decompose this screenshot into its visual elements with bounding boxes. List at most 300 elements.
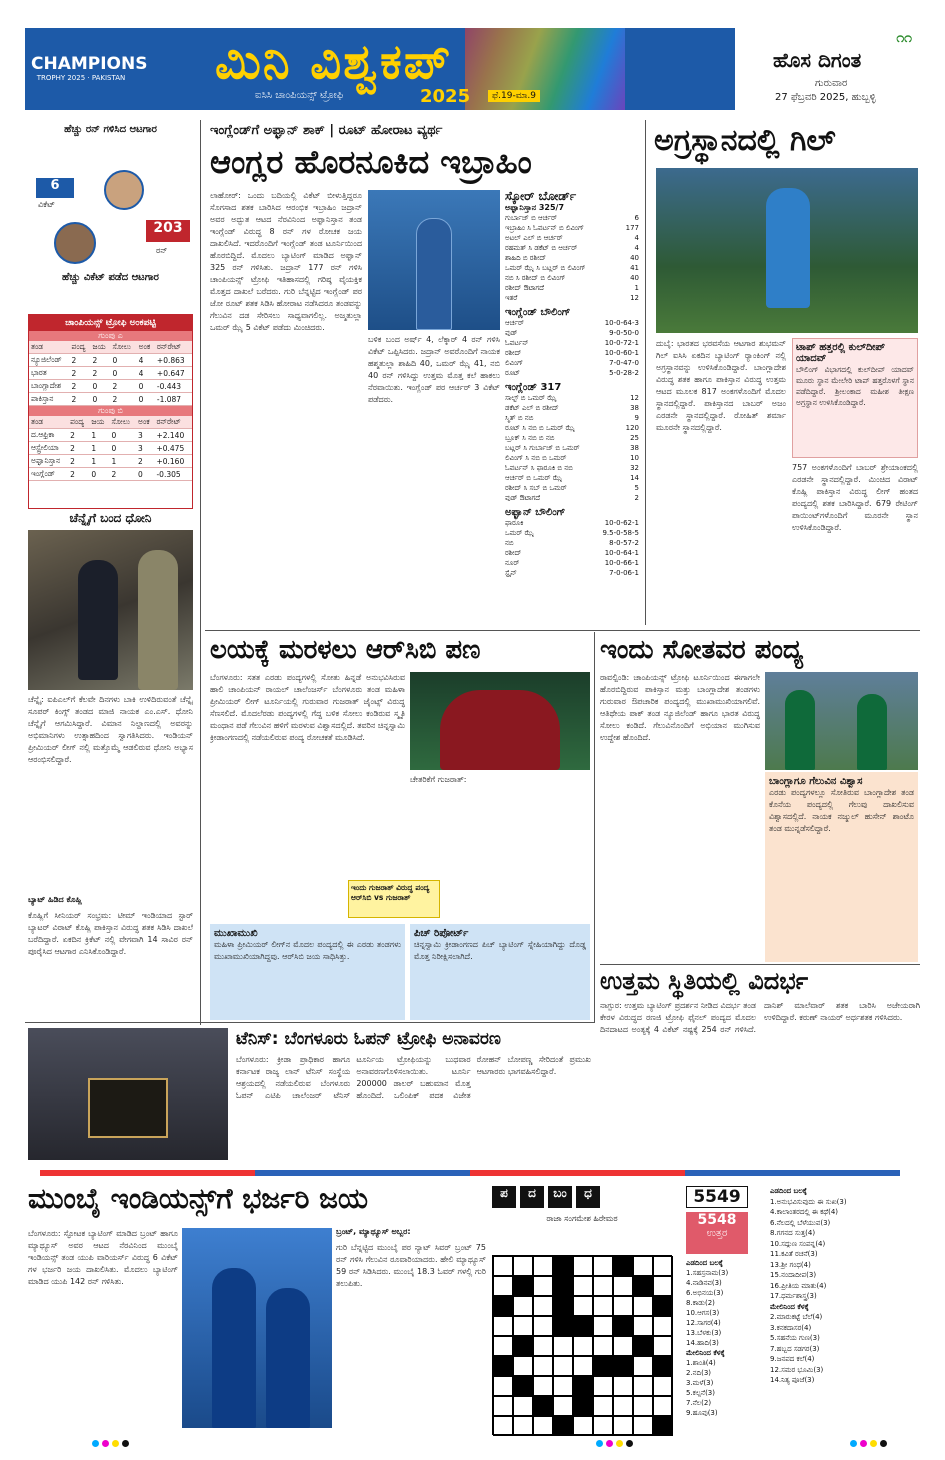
crossword-cell[interactable]	[493, 1416, 513, 1436]
section-divider	[600, 964, 920, 965]
yellow-dot	[112, 1440, 119, 1447]
score-name: ಸ್ಟೈನ್	[505, 569, 517, 578]
crossword-cell[interactable]	[573, 1296, 593, 1316]
score-value: 9-0-50-0	[609, 329, 639, 338]
crossword-cell[interactable]	[593, 1296, 613, 1316]
crossword-cell[interactable]	[633, 1336, 653, 1356]
crossword-cell[interactable]	[633, 1296, 653, 1316]
tennis-photo	[28, 1028, 228, 1160]
crossword-cell[interactable]	[533, 1376, 553, 1396]
crossword-cell[interactable]	[573, 1336, 593, 1356]
magenta-dot	[606, 1440, 613, 1447]
score-name: ನಬಿ	[505, 539, 514, 548]
group-b-table	[29, 416, 192, 481]
crossword-cell[interactable]	[493, 1316, 513, 1336]
crossword-cell[interactable]	[533, 1256, 553, 1276]
score-row	[505, 393, 639, 403]
crossword-cell[interactable]	[493, 1256, 513, 1276]
crossword-cell[interactable]	[593, 1316, 613, 1336]
headtohead-box	[210, 924, 405, 1020]
crossword-cell[interactable]	[613, 1296, 633, 1316]
table-cell: +0.863	[155, 354, 192, 367]
table-cell: 2	[110, 393, 136, 406]
score-name: ಲಿವಿಂಗ್	[505, 359, 524, 368]
score-value: 5-0-28-2	[609, 369, 639, 378]
bangla-box-title: ಬಾಂಗ್ಲಾಗೂ ಗೆಲುವಿನ ವಿಶ್ವಾಸ	[769, 776, 863, 787]
score-value: 120	[625, 424, 639, 433]
score-row	[505, 348, 639, 358]
puzzle-author: ರಾಜಾ ಸಂಗಮೇಶ ಹಿರೇಮಠ	[546, 1214, 618, 1223]
score-name: ಒಮರ್ ಝೈ	[505, 529, 535, 538]
clue-item: 8.ಕಾಡು(2)	[686, 1299, 715, 1307]
crossword-cell[interactable]	[613, 1276, 633, 1296]
answer-item: 6.ನೆಲದಲ್ಲಿ ಬೆಳೆಯುವ(3)	[770, 1218, 831, 1227]
score-row	[505, 528, 639, 538]
score-value: 40	[630, 254, 639, 263]
table-cell: -0.305	[154, 468, 192, 481]
table-cell: 2	[68, 442, 89, 455]
column-divider	[200, 120, 201, 1025]
score-value: 10-0-62-1	[604, 519, 639, 528]
crossword-cell[interactable]	[533, 1416, 553, 1436]
crossword-cell[interactable]	[653, 1276, 673, 1296]
table-cell: ಇಂಗ್ಲೆಂಡ್	[29, 468, 68, 481]
score-value: 12	[630, 394, 639, 403]
crossword-cell[interactable]	[613, 1416, 633, 1436]
page-number: ೧೧	[896, 30, 912, 46]
rcb-today: ಇಂದು ಗುಜರಾತ್ ವಿರುದ್ಧ ಪಂದ್ಯ	[351, 883, 430, 892]
score-row	[505, 223, 639, 233]
table-cell: 2	[68, 468, 89, 481]
magenta-dot	[102, 1440, 109, 1447]
clue-item: 2.ನದಿ(3)	[686, 1369, 712, 1377]
table-header-cell: ಜಯ	[91, 341, 111, 354]
crossword-cell[interactable]	[653, 1256, 673, 1276]
champions-logo: CHAMPIONS TROPHY 2025 · PAKISTAN	[31, 54, 148, 82]
score-value: 32	[630, 464, 639, 473]
wickets-count: 6	[36, 178, 74, 198]
crossword-cell[interactable]	[573, 1396, 593, 1416]
score-row	[505, 273, 639, 283]
table-cell: +2.140	[154, 429, 192, 442]
mumbai-body-2: ಗುರಿ ಬೆನ್ನಟ್ಟಿದ ಮುಂಬೈ ಪರ ನ್ಯಾಟ್ ಸಿವರ್ ಬ್ರಂಟ್ 75 ರನ್ ಗಳಿಸಿ ಗೆಲುವಿನ ರೂವಾರಿಯಾದರು. ಹೇಲಿ ಮ್ಯಾಥ್ಯೂಸ್ 59 ರನ್ ಸಿಡಿಸಿದರು. ಮುಂಬೈ 18.3 ಓವರ್ ಗಳಲ್ಲಿ ಗುರಿ ತಲುಪಿತು.	[336, 1243, 486, 1288]
section-divider	[205, 630, 920, 631]
answer-item: 12.ಸಮರ ಭೂಮಿ(3)	[770, 1365, 824, 1374]
mumbai-body: ಬೆಂಗಳೂರು: ಸ್ಫೋಟಕ ಬ್ಯಾಟಿಂಗ್ ಮಾಡಿದ ಬ್ರಂಟ್ ಹಾಗೂ ಮ್ಯಾಥ್ಯೂಸ್ ಅವರ ಆಟದ ನೆರವಿನಿಂದ ಮುಂಬೈ ಇಂಡಿಯನ್ಸ್ ತಂಡ ಯುಪಿ ವಾರಿಯರ್ಸ್ ವಿರುದ್ಧ 6 ವಿಕೆಟ್ ಗಳ ಭರ್ಜರಿ ಜಯ ದಾಖಲಿಸಿತು. ಮೊದಲು ಬ್ಯಾಟಿಂಗ್ ಮಾಡಿದ ಯುಪಿ 142 ರನ್ ಗಳಿಸಿತು.	[28, 1229, 178, 1286]
clue-item: 6.ಅಭಿನಯ(3)	[686, 1289, 724, 1297]
table-cell: ದ.ಆಫ್ರಿಕಾ	[29, 429, 68, 442]
answer-item: 5.ಸಹನೆಯ ಗುಣ(3)	[770, 1334, 820, 1342]
cyan-dot	[92, 1440, 99, 1447]
score-row	[505, 233, 639, 243]
black-dot	[880, 1440, 887, 1447]
score-name: ರೂಟ್	[505, 369, 521, 378]
score-row	[505, 368, 639, 378]
crossword-cell[interactable]	[573, 1416, 593, 1436]
crossword-cell[interactable]	[593, 1376, 613, 1396]
crossword-cell[interactable]	[613, 1396, 633, 1416]
score-name: ವುಡ್	[505, 329, 518, 338]
crossword-cell[interactable]	[653, 1336, 673, 1356]
score-value: 40	[630, 274, 639, 283]
kohli-body: ಕೊಹ್ಲಿಗೆ ಸೀನಿಯರ್ ಸಂಭ್ರಮ: ಟೀಮ್ ಇಂಡಿಯಾದ ಸ್ಟಾರ್ ಬ್ಯಾಟರ್ ವಿರಾಟ್ ಕೊಹ್ಲಿ ಪಾಕಿಸ್ತಾನ ವಿರುದ್ಧ ಶತಕ ಸಿಡಿಸಿ ದಾಖಲೆ ಬರೆದಿದ್ದಾರೆ. ಏಕದಿನ ಕ್ರಿಕೆಟ್ ನಲ್ಲಿ ವೇಗವಾಗಿ 14 ಸಾವಿರ ರನ್ ಪೂರೈಸಿದ ಆಟಗಾರ ಎನಿಸಿಕೊಂಡಿದ್ದಾರೆ.	[28, 911, 193, 956]
pitch-text: ಚಿನ್ನಸ್ವಾಮಿ ಕ್ರೀಡಾಂಗಣದ ಪಿಚ್ ಬ್ಯಾಟಿಂಗ್ ಸ್ನೇಹಿಯಾಗಿದ್ದು ದೊಡ್ಡ ಮೊತ್ತ ನಿರೀಕ್ಷಿಸಲಾಗಿದೆ.	[414, 940, 586, 961]
table-cell: 0	[110, 367, 136, 380]
vidarbha-body: ನಾಗ್ಪುರ: ಉತ್ತಮ ಬ್ಯಾಟಿಂಗ್ ಪ್ರದರ್ಶನ ನೀಡಿದ ವಿದರ್ಭ ತಂಡ ಕೇರಳ ವಿರುದ್ಧದ ರಣಜಿ ಟ್ರೋಫಿ ಫೈನಲ್ ಪಂದ್ಯದ ಮೊದಲ ದಿನದಾಟದ ಅಂತ್ಯಕ್ಕೆ 4 ವಿಕೆಟ್ ನಷ್ಟಕ್ಕೆ 254 ರನ್ ಗಳಿಸಿದೆ. ದಾನಿಶ್ ಮಾಲೆವಾರ್ ಶತಕ ಬಾರಿಸಿ ಅಜೇಯರಾಗಿ ಉಳಿದಿದ್ದಾರೆ. ಕರುಣ್ ನಾಯರ್ ಅರ್ಧಶತಕ ಗಳಿಸಿದರು.	[600, 1001, 920, 1034]
scorecard-title: ಸ್ಕೋರ್ ಬೋರ್ಡ್	[505, 189, 577, 203]
answer-item: 1.ಅನುಭವಿಸುವುದು ಈ ಸುಖ(3)	[770, 1197, 847, 1206]
group-b-label: ಗುಂಪು ಬಿ	[29, 406, 192, 416]
table-cell: 3	[136, 429, 154, 442]
score-row	[505, 548, 639, 558]
gill-headline: ಅಗ್ರಸ್ಥಾನದಲ್ಲಿ ಗಿಲ್	[654, 123, 836, 158]
score-value: 38	[630, 404, 639, 413]
table-cell: 0	[137, 380, 155, 393]
crossword-cell[interactable]	[633, 1396, 653, 1416]
crossword-cell[interactable]	[493, 1396, 513, 1416]
answer-item: 4.ಕಾಲಾಂತರದಲ್ಲಿ ಈ ಕಥೆ(4)	[770, 1208, 839, 1216]
eng-batting	[505, 393, 639, 503]
banner-year: 2025	[420, 86, 471, 107]
player-avatar-top	[104, 170, 144, 210]
score-name: ರಶೀದ್ ಸಿ ಸಬ್ ಬಿ ಒಮರ್	[505, 484, 567, 493]
score-name: ರಶೀದ್ ಔಟಾಗದೆ	[505, 284, 544, 293]
table-header-cell: ಜಯ	[89, 416, 109, 429]
gill-photo	[656, 168, 918, 333]
score-row	[505, 328, 639, 338]
answers-down-title: ಮೇಲಿನಿಂದ ಕೆಳಕ್ಕೆ	[770, 1302, 809, 1311]
crossword-cell[interactable]	[493, 1296, 513, 1316]
headtohead-text: ಮಹಿಳಾ ಪ್ರೀಮಿಯರ್ ಲೀಗ್‌ನ ಮೊದಲ ಪಂದ್ಯದಲ್ಲಿ ಈ ಎರಡು ತಂಡಗಳು ಮುಖಾಮುಖಿಯಾಗಿದ್ದವು. ಆರ್‌ಸಿಬಿ ಜಯ ಸಾಧಿಸಿತ್ತು.	[214, 940, 401, 961]
crossword-cell[interactable]	[513, 1256, 533, 1276]
crossword-cell[interactable]	[593, 1256, 613, 1276]
score-value: 38	[630, 444, 639, 453]
crossword-cell[interactable]	[653, 1356, 673, 1376]
crossword-cell[interactable]	[553, 1376, 573, 1396]
top-wicket-title: ಹೆಚ್ಚು ವಿಕೆಟ್ ಪಡೆದ ಆಟಗಾರ	[62, 272, 159, 283]
rcb-photo	[410, 672, 590, 770]
main-body-1: ಲಾಹೋರ್: ಒಂದು ಬದಿಯಲ್ಲಿ ವಿಕೆಟ್ ಬೀಳುತ್ತಿದ್ದರೂ ಸೊಗಸಾದ ಶತಕ ಬಾರಿಸಿದ ಆರಂಭಿಕ ಇಬ್ರಾಹಿಂ ಜದ್ರಾನ್ ಅವರ ಅದ್ಭುತ ಆಟದ ನೆರವಿನಿಂದ ಅಫ್ಘಾನಿಸ್ತಾನ ತಂಡ ಇಂಗ್ಲೆಂಡ್ ವಿರುದ್ಧ 8 ರನ್ ಗಳ ರೋಚಕ ಜಯ ದಾಖಲಿಸಿದೆ. ಇದರೊಂದಿಗೆ ಇಂಗ್ಲೆಂಡ್ ತಂಡ ಟೂರ್ನಿಯಿಂದ ಹೊರಬಿದ್ದಿದೆ. ಮೊದಲು ಬ್ಯಾಟಿಂಗ್ ಮಾಡಿದ ಅಫ್ಘಾನ್ 325 ರನ್ ಗಳಿಸಿತು. ಜದ್ರಾನ್ 177 ರನ್ ಗಳಿಸಿ ಚಾಂಪಿಯನ್ಸ್ ಟ್ರೋಫಿ ಇತಿಹಾಸದಲ್ಲಿ ಗರಿಷ್ಠ ವೈಯಕ್ತಿಕ ಮೊತ್ತದ ದಾಖಲೆ ಬರೆದರು. ಗುರಿ ಬೆನ್ನಟ್ಟಿದ ಇಂಗ್ಲೆಂಡ್ ಪರ ಜೋ ರೂಟ್ ಶತಕ ಸಿಡಿಸಿ ಹೋರಾಟ ನಡೆಸಿದರೂ ತಂಡವನ್ನು ಗೆಲುವಿನ ದಡ ಸೇರಿಸಲು ಸಾಧ್ಯವಾಗಲಿಲ್ಲ. ಅಜ್ಮತುಲ್ಲಾ ಒಮರ್ ಝೈ 5 ವಿಕೆಟ್ ಪಡೆದು ಮಿಂಚಿದರು.	[210, 191, 362, 332]
crossword-cell[interactable]	[593, 1336, 613, 1356]
table-cell: 2	[68, 429, 89, 442]
clue-item: 7.ನೆಲ(2)	[686, 1399, 712, 1407]
rcb-body: ಬೆಂಗಳೂರು: ಸತತ ಎರಡು ಪಂದ್ಯಗಳಲ್ಲಿ ಸೋತು ಹಿನ್ನಡೆ ಅನುಭವಿಸಿರುವ ಹಾಲಿ ಚಾಂಪಿಯನ್ ರಾಯಲ್ ಚಾಲೆಂಜರ್ಸ್ ಬೆಂಗಳೂರು ತಂಡ ಮಹಿಳಾ ಪ್ರೀಮಿಯರ್ ಲೀಗ್ ಟೂರ್ನಿಯಲ್ಲಿ ಗುರುವಾರ ಗುಜರಾತ್ ಜೈಂಟ್ಸ್ ವಿರುದ್ಧ ಸೆಣಸಲಿದೆ. ಮೊದಲೆರಡು ಪಂದ್ಯಗಳಲ್ಲಿ ಗೆದ್ದ ಬಳಿಕ ಸೋಲು ಕಂಡಿರುವ ಸ್ಮೃತಿ ಮಂಧಾನ ಪಡೆ ಗೆಲುವಿನ ಹಳಿಗೆ ಮರಳುವ ವಿಶ್ವಾಸದಲ್ಲಿದೆ. ತವರಿನ ಚಿನ್ನಸ್ವಾಮಿ ಕ್ರೀಡಾಂಗಣದಲ್ಲಿ ನಡೆಯಲಿರುವ ಪಂದ್ಯ ರೋಚಕತೆ ಮೂಡಿಸಿದೆ.	[210, 673, 405, 742]
crossword-cell[interactable]	[553, 1276, 573, 1296]
player-avatar-bottom	[54, 222, 96, 264]
table-cell: 2	[68, 455, 89, 468]
score-row	[505, 338, 639, 348]
table-cell: 2	[136, 455, 154, 468]
crossword-cell[interactable]	[633, 1316, 653, 1336]
trophy-frame	[88, 1078, 168, 1138]
clue-item: 10.ಆಗಸ(3)	[686, 1309, 720, 1317]
bangla-box-text: ಎರಡು ಪಂದ್ಯಗಳಲ್ಲೂ ಸೋತಿರುವ ಬಾಂಗ್ಲಾದೇಶ ತಂಡ ಕೊನೆಯ ಪಂದ್ಯದಲ್ಲಿ ಗೆಲುವು ದಾಖಲಿಸುವ ವಿಶ್ವಾಸದಲ್ಲಿದೆ. ನಾಯಕ ನಜ್ಮುಲ್ ಹುಸೇನ್ ಶಾಂಟೊ ತಂಡ ಮುನ್ನಡೆಸಲಿದ್ದಾರೆ.	[769, 788, 914, 833]
crossword-cell[interactable]	[493, 1356, 513, 1376]
score-name: ಗುರ್ಬಾಜ್ ಬಿ ಆರ್ಚರ್	[505, 214, 558, 223]
score-name: ಬ್ರೂಕ್ ಸಿ ನಬಿ ಬಿ ನಬಿ	[505, 434, 555, 443]
crossword-cell[interactable]	[533, 1316, 553, 1336]
crossword-cell[interactable]	[573, 1376, 593, 1396]
table-cell: 0	[109, 442, 136, 455]
crossword-cell[interactable]	[513, 1336, 533, 1356]
cyan-dot	[850, 1440, 857, 1447]
score-name: ರೂಟ್ ಸಿ ನಬಿ ಬಿ ಒಮರ್ ಝೈ	[505, 424, 575, 433]
answer-item: 13.ಶ್ರೀ ಗಂಧ(4)	[770, 1260, 811, 1269]
crossword-cell[interactable]	[613, 1336, 633, 1356]
table-header-cell: ಅಂಕ	[137, 341, 155, 354]
crossword-cell[interactable]	[513, 1276, 533, 1296]
runs-count: 203	[146, 220, 190, 242]
table-row	[29, 367, 192, 380]
table-cell: 2	[109, 468, 136, 481]
table-row	[29, 354, 192, 367]
score-row	[505, 538, 639, 548]
crossword-cell[interactable]	[653, 1376, 673, 1396]
crossword-cell[interactable]	[633, 1416, 653, 1436]
table-cell: +0.475	[154, 442, 192, 455]
answer-item: 2.ಮಾರುಕಟ್ಟೆ ಬೆಲೆ(4)	[770, 1313, 823, 1321]
crossword-cell[interactable]	[593, 1416, 613, 1436]
crossword-cell[interactable]	[653, 1296, 673, 1316]
ibrahim-figure	[416, 218, 452, 330]
table-row	[29, 455, 192, 468]
score-value: 9	[634, 414, 639, 423]
print-marks	[850, 1440, 887, 1447]
tennis-headline: ಟೆನಿಸ್: ಬೆಂಗಳೂರು ಓಪನ್ ಟ್ರೋಫಿ ಅನಾವರಣ	[236, 1029, 501, 1049]
crossword-cell[interactable]	[533, 1396, 553, 1416]
score-name: ಫಾರೂಕಿ	[505, 519, 524, 528]
score-name: ರಶೀದ್	[505, 549, 522, 558]
crossword-cell[interactable]	[553, 1396, 573, 1416]
score-name: ಆರ್ಚರ್	[505, 319, 524, 328]
table-cell: 1	[89, 429, 109, 442]
score-row	[505, 243, 639, 253]
score-name: ಶಾಹಿದಿ ಬಿ ರಶೀದ್	[505, 254, 547, 263]
rcb-team-huddle	[440, 690, 560, 770]
crossword-cell[interactable]	[653, 1316, 673, 1336]
crossword-cell[interactable]	[493, 1336, 513, 1356]
score-row	[505, 483, 639, 493]
gill-body-3: 757 ಅಂಕಗಳೊಂದಿಗೆ ಬಾಬರ್ ಶ್ರೇಯಾಂಕದಲ್ಲಿ ಎರಡನೇ ಸ್ಥಾನದಲ್ಲಿದ್ದಾರೆ. ಮಿಂಚಿದ ವಿರಾಟ್ ಕೊಹ್ಲಿ ಪಾಕಿಸ್ತಾನ ವಿರುದ್ಧ ಲೀಗ್ ಹಂತದ ಪಂದ್ಯದಲ್ಲಿ ಶತಕ ಬಾರಿಸಿದ್ದಾರೆ. 679 ರೇಟಿಂಗ್ ಪಾಯಿಂಟ್‌ಗಳೊಂದಿಗೆ ಮೂರನೇ ಸ್ಥಾನ ಉಳಿಸಿಕೊಂಡಿದ್ದಾರೆ.	[792, 463, 918, 532]
pak-photo	[765, 672, 918, 770]
score-row	[505, 558, 639, 568]
score-name: ಲಿವಿಂಗ್ ಸಿ ನಬಿ ಬಿ ಒಮರ್	[505, 454, 567, 463]
answer-item: 3.ಕನಕದಾಸರ(4)	[770, 1323, 812, 1332]
crossword-cell[interactable]	[533, 1296, 553, 1316]
crossword-cell[interactable]	[493, 1276, 513, 1296]
crossword-cell[interactable]	[553, 1256, 573, 1276]
score-name: ನೂರ್	[505, 559, 520, 568]
cyan-dot	[596, 1440, 603, 1447]
score-name: ಓವರ್ಟನ್	[505, 339, 529, 348]
column-divider	[594, 632, 595, 1022]
table-row	[29, 380, 192, 393]
magenta-dot	[860, 1440, 867, 1447]
crossword-cell[interactable]	[613, 1356, 633, 1376]
crossword-cell[interactable]	[553, 1416, 573, 1436]
crossword-cell[interactable]	[613, 1256, 633, 1276]
crossword-cell[interactable]	[613, 1316, 633, 1336]
table-cell: 0	[91, 393, 111, 406]
crossword-cell[interactable]	[573, 1276, 593, 1296]
score-value: 10-0-66-1	[604, 559, 639, 568]
crossword-cell[interactable]	[533, 1276, 553, 1296]
crossword-cell[interactable]	[493, 1376, 513, 1396]
score-name: ರಶೀದ್	[505, 349, 522, 358]
answer-item: 8.ಗಗನದ ಸುತ್ತ(4)	[770, 1229, 816, 1237]
score-value: 7-0-47-0	[609, 359, 639, 368]
crossword-cell[interactable]	[653, 1396, 673, 1416]
score-value: 4	[634, 244, 639, 253]
answer-item: 14.ನಿತ್ಯ ಪೂಜೆ(3)	[770, 1376, 815, 1384]
afg-bowling	[505, 518, 639, 578]
crossword-cell[interactable]	[573, 1316, 593, 1336]
afg-total: ಅಫ್ಘಾನಿಸ್ತಾನ 325/7	[505, 203, 565, 213]
crossword-cell[interactable]	[613, 1376, 633, 1396]
answer-item: 15.ನಂದಾದೀಪ(3)	[770, 1271, 817, 1279]
crossword-cell[interactable]	[573, 1256, 593, 1276]
crossword-cell[interactable]	[533, 1336, 553, 1356]
print-marks	[92, 1440, 129, 1447]
afg-batting	[505, 213, 639, 303]
table-cell: 2	[91, 354, 111, 367]
answers-list	[770, 1186, 918, 1438]
table-header-cell: ತಂಡ	[29, 416, 68, 429]
crossword-cell[interactable]	[553, 1316, 573, 1336]
mumbai-subhead: ಬ್ರಂಟ್, ಮ್ಯಾಥ್ಯೂಸ್ ಅಬ್ಬರ:	[336, 1227, 411, 1236]
sidebar-stats	[28, 122, 193, 312]
crossword-cell[interactable]	[593, 1276, 613, 1296]
puzzle-title-char: ಬಂ	[548, 1186, 572, 1208]
crossword-cell[interactable]	[553, 1336, 573, 1356]
top-run-title: ಹೆಚ್ಚು ರನ್ ಗಳಿಸಿದ ಆಟಗಾರ	[64, 124, 157, 135]
crossword-cell[interactable]	[653, 1416, 673, 1436]
pitch-box	[410, 924, 590, 1020]
dhoni-body: ಚೆನ್ನೈ: ಐಪಿಎಲ್‌ಗೆ ಕೆಲವೇ ದಿನಗಳು ಬಾಕಿ ಉಳಿದಿರುವಂತೆ ಚೆನ್ನೈ ಸೂಪರ್ ಕಿಂಗ್ಸ್ ತಂಡದ ಮಾಜಿ ನಾಯಕ ಎಂ.ಎಸ್. ಧೋನಿ ಚೆನ್ನೈಗೆ ಆಗಮಿಸಿದ್ದಾರೆ. ವಿಮಾನ ನಿಲ್ದಾಣದಲ್ಲಿ ಅವರನ್ನು ಅಭಿಮಾನಿಗಳು ಉತ್ಸಾಹದಿಂದ ಸ್ವಾಗತಿಸಿದರು. ಇಂಡಿಯನ್ ಪ್ರೀಮಿಯರ್ ಲೀಗ್ ನಲ್ಲಿ ಮತ್ತೊಮ್ಮೆ ಆಡಲಿರುವ ಧೋನಿ ಅಭ್ಯಾಸ ಆರಂಭಿಸಲಿದ್ದಾರೆ.	[28, 695, 193, 764]
crossword-cell[interactable]	[513, 1296, 533, 1316]
score-name: ವುಡ್ ಔಟಾಗದೆ	[505, 494, 541, 503]
crossword-cell[interactable]	[553, 1296, 573, 1316]
banner-title: ಮಿನಿ ವಿಶ್ವಕಪ್	[215, 34, 453, 90]
table-cell: 2	[70, 380, 91, 393]
table-header-row	[29, 341, 192, 354]
score-value: 10-0-72-1	[604, 339, 639, 348]
score-value: 10	[630, 454, 639, 463]
yellow-dot	[616, 1440, 623, 1447]
table-header-cell: ಸೋಲು	[109, 416, 136, 429]
crossword-cell[interactable]	[513, 1316, 533, 1336]
score-value: 6	[634, 214, 639, 223]
table-cell: ಆಸ್ಟ್ರೇಲಿಯಾ	[29, 442, 68, 455]
score-value: 10-0-64-1	[604, 549, 639, 558]
crossword-cell[interactable]	[593, 1356, 613, 1376]
crossword-cell[interactable]	[513, 1396, 533, 1416]
score-value: 41	[630, 264, 639, 273]
puzzle-title	[492, 1186, 672, 1210]
table-cell: -0.443	[155, 380, 192, 393]
paper-name: ಹೊಸ ದಿಗಂತ	[773, 48, 862, 72]
score-row	[505, 453, 639, 463]
crossword-cell[interactable]	[633, 1276, 653, 1296]
score-name: ರಹಮತ್ ಸಿ ಡಕೆಟ್ ಬಿ ಆರ್ಚರ್	[505, 244, 578, 253]
table-row	[29, 442, 192, 455]
table-cell: 0	[137, 393, 155, 406]
crossword-cell[interactable]	[633, 1256, 653, 1276]
table-header-cell: ತಂಡ	[29, 341, 70, 354]
crossword-cell[interactable]	[573, 1356, 593, 1376]
score-name: ಇತರೆ	[505, 294, 518, 303]
tennis-body: ಬೆಂಗಳೂರು: ಕ್ರೀಡಾ ಪ್ರಾಧಿಕಾರ ಹಾಗೂ ಕರ್ನಾಟಕ ರಾಜ್ಯ ಲಾನ್ ಟೆನಿಸ್ ಸಂಸ್ಥೆಯ ಆಶ್ರಯದಲ್ಲಿ ನಡೆಯಲಿರುವ ಬೆಂಗಳೂರು ಓಪನ್ ಎಟಿಪಿ ಚಾಲೆಂಜರ್ ಟೆನಿಸ್ ಟೂರ್ನಿಯ ಟ್ರೋಫಿಯನ್ನು ಬುಧವಾರ ಅನಾವರಣಗೊಳಿಸಲಾಯಿತು. ಟೂರ್ನಿ 200000 ಡಾಲರ್ ಬಹುಮಾನ ಮೊತ್ತ ಹೊಂದಿದೆ. ಒಲಿಂಪಿಕ್ ಪದಕ ವಿಜೇತ ರೋಹನ್ ಬೋಪಣ್ಣ ಸೇರಿದಂತೆ ಪ್ರಮುಖ ಆಟಗಾರರು ಭಾಗವಹಿಸಲಿದ್ದಾರೆ.	[236, 1055, 591, 1100]
score-row	[505, 263, 639, 273]
crossword-cell[interactable]	[513, 1416, 533, 1436]
pak-headline: ಇಂದು ಸೋತವರ ಪಂದ್ಯ	[600, 635, 804, 665]
table-header-cell: ಅಂಕ	[136, 416, 154, 429]
score-row	[505, 413, 639, 423]
dhoni-headline: ಚೆನ್ನೈಗೆ ಬಂದ ಧೋನಿ	[69, 511, 152, 525]
crossword-cell[interactable]	[513, 1376, 533, 1396]
table-cell: 2	[70, 393, 91, 406]
crossword-cell[interactable]	[633, 1356, 653, 1376]
rcb-headline: ಲಯಕ್ಕೆ ಮರಳಲು ಆರ್‌ಸಿಬಿ ಪಣ	[210, 635, 481, 665]
score-name: ಇಬ್ರಾಹಿಂ ಸಿ ಓವರ್ಟನ್ ಬಿ ಲಿವಿಂಗ್	[505, 224, 585, 233]
table-cell: 4	[137, 354, 155, 367]
table-cell: +0.647	[155, 367, 192, 380]
clue-item: 14.ಹಾದಿ(3)	[686, 1339, 719, 1347]
table-cell: -1.087	[155, 393, 192, 406]
kohli-subhead: ಬ್ಯಾಟ್ ಹಿಡಿದ ಕೊಹ್ಲಿ	[28, 895, 82, 904]
yellow-dot	[870, 1440, 877, 1447]
score-value: 12	[630, 294, 639, 303]
table-cell: +0.160	[154, 455, 192, 468]
table-row	[29, 429, 192, 442]
crossword-cell[interactable]	[633, 1376, 653, 1396]
score-value: 8-0-57-2	[609, 539, 639, 548]
puzzle-number: 5549	[686, 1186, 748, 1208]
score-value: 9.5-0-58-5	[602, 529, 639, 538]
crossword-cell[interactable]	[593, 1396, 613, 1416]
dhoni-photo	[28, 530, 193, 690]
paper-day: ಗುರುವಾರ	[815, 78, 848, 89]
crossword-grid[interactable]	[492, 1255, 672, 1435]
crossword-cell[interactable]	[513, 1356, 533, 1376]
score-value: 14	[630, 474, 639, 483]
banner	[25, 28, 920, 110]
puzzle-title-char: ದ	[520, 1186, 544, 1208]
table-cell: 2	[70, 354, 91, 367]
answer-item: 16.ಪ್ರೀತಿಯ ಮಾತು(4)	[770, 1281, 827, 1290]
crossword-cell[interactable]	[533, 1356, 553, 1376]
answer-item: 7.ಹಬ್ಬದ ಸಡಗರ(3)	[770, 1344, 820, 1353]
score-value: 1	[634, 284, 639, 293]
table-cell: ಅಫ್ಘಾನಿಸ್ತಾನ	[29, 455, 68, 468]
table-cell: 0	[89, 468, 109, 481]
clue-item: 13.ಬೆಳಕು(3)	[686, 1329, 722, 1337]
clues-down-title: ಮೇಲಿನಿಂದ ಕೆಳಕ್ಕೆ	[686, 1349, 725, 1357]
clue-item: 5.ಕಲ್ಪನೆ(3)	[686, 1389, 715, 1397]
gill-figure	[766, 188, 810, 308]
score-value: 4	[634, 234, 639, 243]
score-row	[505, 443, 639, 453]
table-header-cell: ರನ್‌ರೇಟ್	[154, 416, 192, 429]
score-row	[505, 463, 639, 473]
score-name: ಆರ್ಚರ್ ಬಿ ಒಮರ್ ಝೈ	[505, 474, 563, 483]
answers-across-title: ಎಡದಿಂದ ಬಲಕ್ಕೆ	[770, 1187, 807, 1195]
score-row	[505, 568, 639, 578]
score-name: ಡಕೆಟ್ ಎಲ್ ಬಿ ರಶೀದ್	[505, 404, 559, 413]
table-row	[29, 393, 192, 406]
table-cell: 0	[91, 380, 111, 393]
crossword-cell[interactable]	[553, 1356, 573, 1376]
